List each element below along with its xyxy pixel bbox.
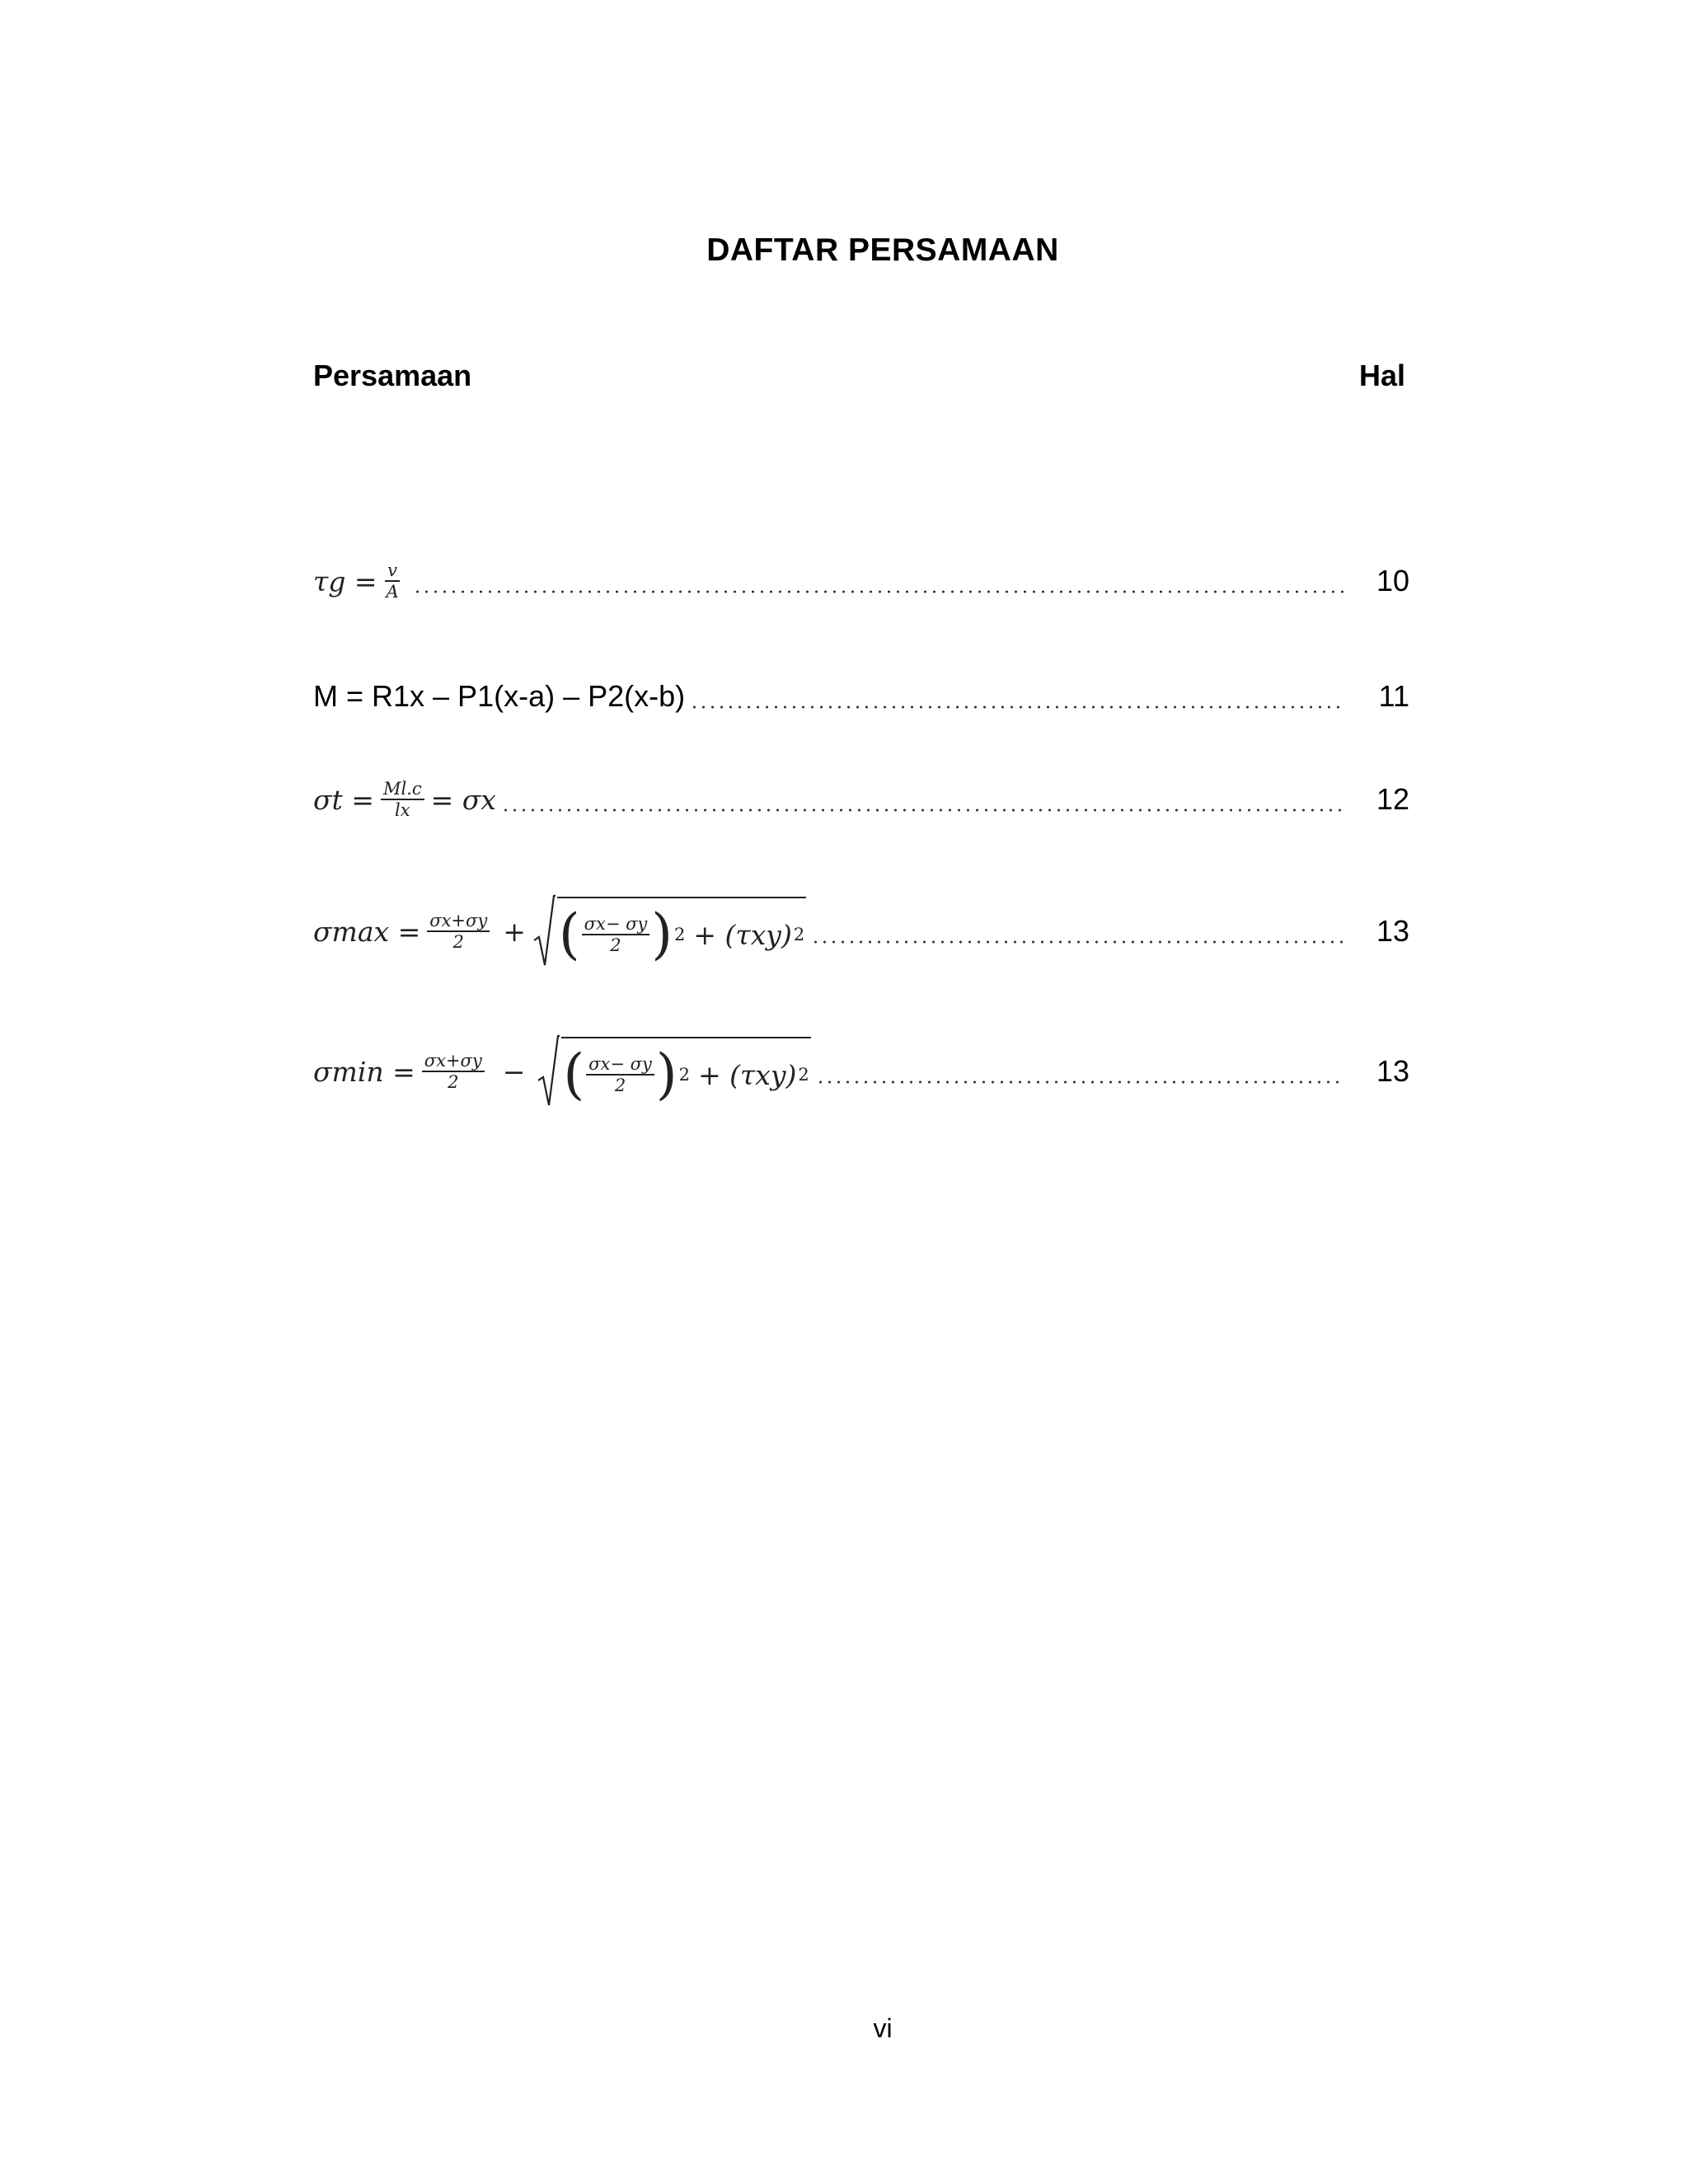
inner-fraction xyxy=(586,1054,654,1095)
inner-denominator: 2 xyxy=(610,935,621,955)
dot-leader xyxy=(413,590,1345,593)
exponent: 2 xyxy=(674,925,686,944)
dot-leader xyxy=(811,940,1345,944)
fraction xyxy=(422,1051,485,1092)
column-header-page: Hal xyxy=(1358,359,1405,392)
square-root xyxy=(532,894,806,968)
tail-term: + (τxy) xyxy=(697,1058,797,1091)
radical-sign-icon xyxy=(532,894,556,968)
right-paren: ) xyxy=(651,902,673,966)
page-title: DAFTAR PERSAMAAN xyxy=(706,232,1059,268)
equation xyxy=(313,1034,811,1108)
equation xyxy=(313,894,806,968)
radicand xyxy=(557,897,806,966)
right-paren: ) xyxy=(655,1043,678,1106)
equation-entry xyxy=(313,532,1409,630)
fraction-denominator: 2 xyxy=(448,1072,459,1092)
fraction-numerator: σx+σy xyxy=(422,1051,485,1072)
dot-leader xyxy=(816,1080,1345,1084)
left-paren: ( xyxy=(558,902,580,966)
equation-lhs: σmax = xyxy=(313,915,421,948)
operator: − xyxy=(502,1055,526,1088)
tail-term: + (τxy) xyxy=(693,918,792,951)
page-ref: 11 xyxy=(1378,679,1409,713)
equation-entry xyxy=(313,750,1409,849)
column-header-equation: Persamaan xyxy=(313,359,472,392)
fraction xyxy=(384,560,401,602)
inner-denominator: 2 xyxy=(614,1076,626,1095)
inner-fraction xyxy=(582,914,650,955)
operator: + xyxy=(503,915,526,948)
dot-leader xyxy=(690,705,1345,709)
radicand xyxy=(561,1037,810,1106)
tail-exponent: 2 xyxy=(793,925,805,944)
page-ref: 13 xyxy=(1376,914,1409,948)
fraction xyxy=(381,779,424,820)
fraction xyxy=(427,911,490,952)
page-ref: 12 xyxy=(1376,782,1409,816)
square-root xyxy=(537,1034,810,1108)
equation xyxy=(313,679,685,714)
fraction-denominator: 2 xyxy=(452,932,464,952)
fraction-numerator: σx+σy xyxy=(427,911,490,932)
radical-sign-icon xyxy=(537,1034,560,1108)
exponent: 2 xyxy=(678,1065,690,1085)
inner-numerator: σx− σy xyxy=(586,1054,654,1076)
page-ref: 13 xyxy=(1376,1054,1409,1088)
equation-lhs: σmin = xyxy=(313,1055,415,1088)
equation-entry xyxy=(313,882,1409,981)
fraction-denominator: lx xyxy=(394,800,410,820)
fraction-numerator: v xyxy=(385,560,400,582)
fraction-numerator: Ml.c xyxy=(381,779,424,800)
equation xyxy=(313,779,496,820)
equation-lhs: σt = xyxy=(313,783,374,816)
page-number: vi xyxy=(873,2013,893,2043)
tail-exponent: 2 xyxy=(798,1065,809,1085)
left-paren: ( xyxy=(563,1043,585,1106)
equation-text: M = R1x – P1(x-a) – P2(x-b) xyxy=(313,679,686,713)
equation-entry xyxy=(313,1022,1409,1121)
equation-lhs: τg = xyxy=(313,565,377,598)
equation-rhs: = σx xyxy=(430,783,496,816)
dot-leader xyxy=(501,808,1345,812)
page-ref: 10 xyxy=(1376,564,1409,598)
equation-entry xyxy=(313,647,1409,746)
fraction-denominator: A xyxy=(386,582,399,602)
inner-numerator: σx− σy xyxy=(582,914,650,935)
equation xyxy=(313,560,408,602)
